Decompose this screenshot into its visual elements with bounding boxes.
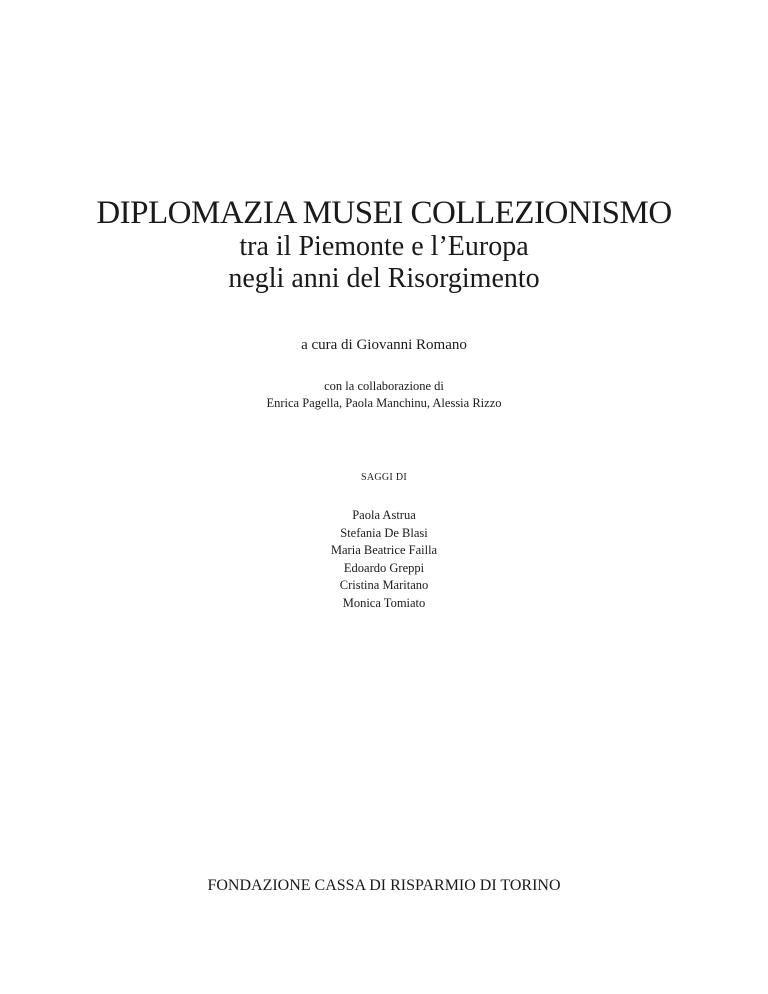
essay-author: Monica Tomiato xyxy=(342,595,426,610)
essay-author: Paola Astrua xyxy=(352,508,416,522)
book-subtitle-line-2: negli anni del Risorgimento xyxy=(228,263,540,294)
essay-author: Stefania De Blasi xyxy=(340,525,428,540)
essay-author: Edoardo Greppi xyxy=(343,560,425,575)
essay-author: Maria Beatrice Failla xyxy=(330,543,438,558)
collaboration-names: Enrica Pagella, Paola Manchinu, Alessia Rizzo xyxy=(266,396,502,410)
essay-authors-list xyxy=(0,507,768,613)
book-subtitle-line-1: tra il Piemonte e l’Europa xyxy=(239,231,529,262)
book-title: DIPLOMAZIA MUSEI COLLEZIONISMO xyxy=(96,195,672,231)
essay-author: Cristina Maritano xyxy=(339,578,429,593)
essays-label: SAGGI DI xyxy=(360,472,407,483)
publisher-name: FONDAZIONE CASSA DI RISPARMIO DI TORINO xyxy=(207,877,561,894)
collaboration-label: con la collaborazione di xyxy=(324,379,444,393)
editor-credit: a cura di Giovanni Romano xyxy=(301,337,467,353)
